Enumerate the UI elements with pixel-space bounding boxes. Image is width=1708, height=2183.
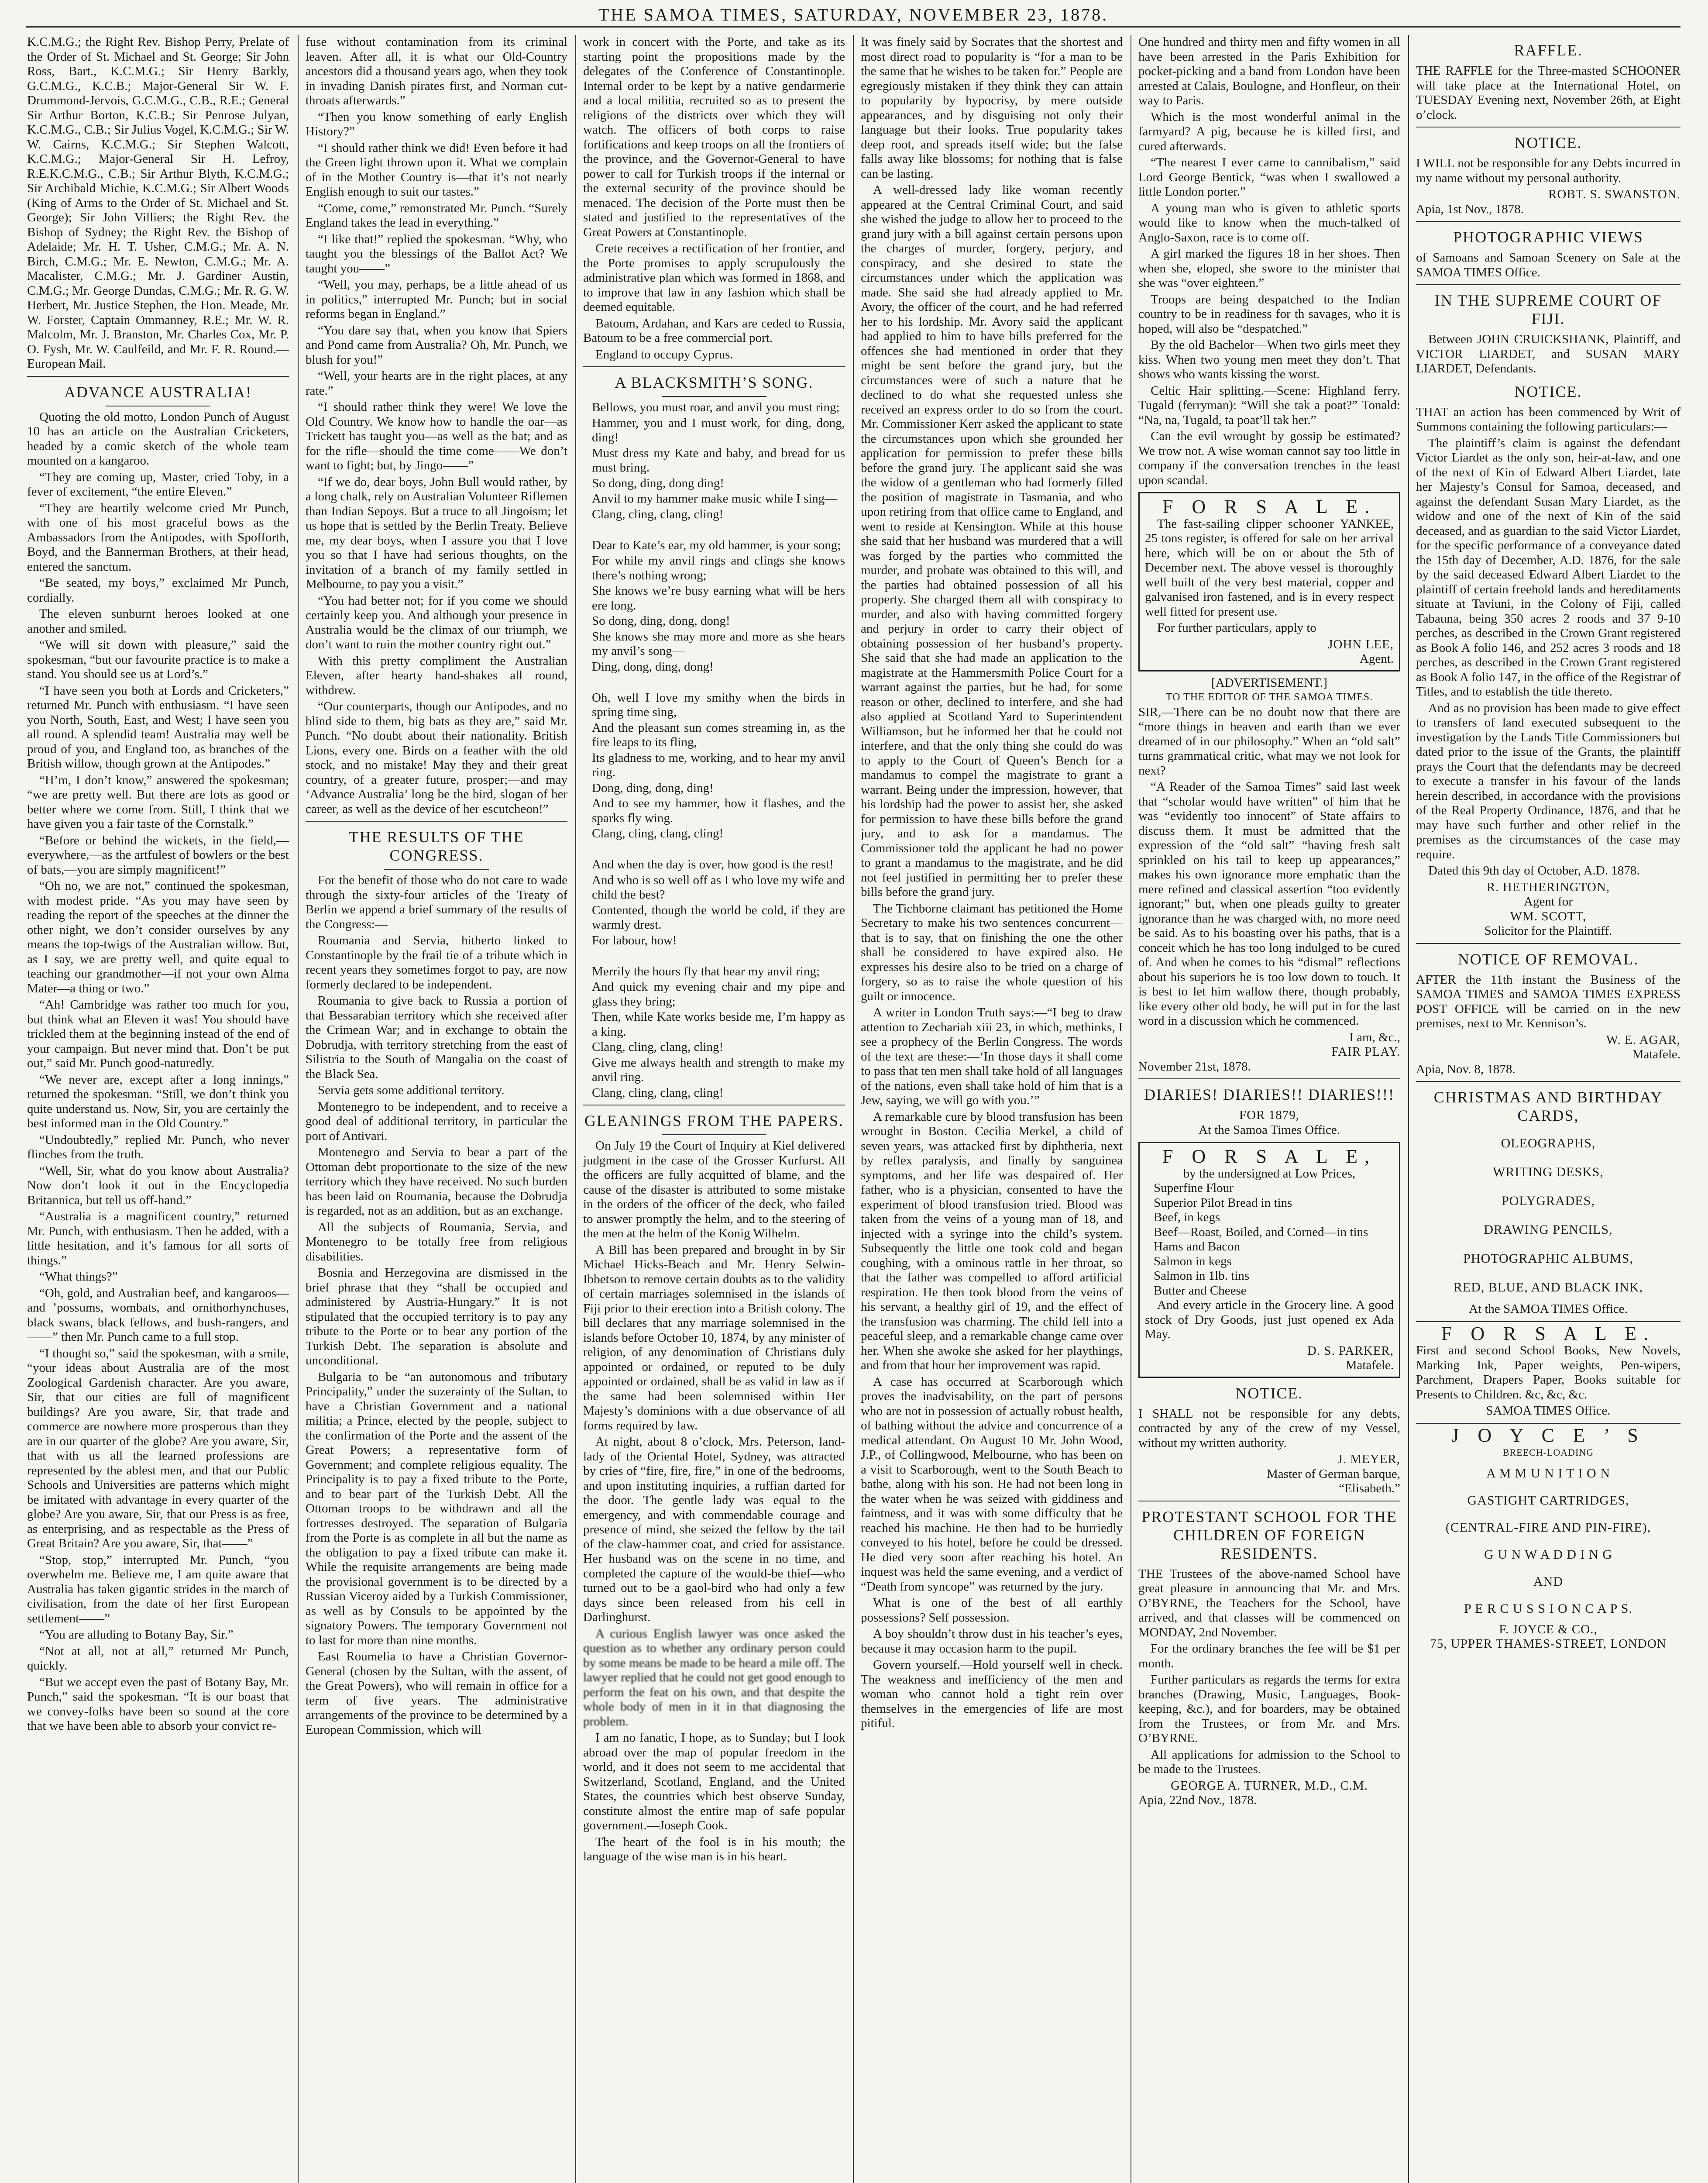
- column-6: [1416, 35, 1681, 2183]
- poem-line: Clang, cling, clang, cling!: [592, 1040, 724, 1054]
- poem-line: She knows she may more and more as she hears my anvil’s song—: [592, 629, 845, 658]
- poem-line: Dong, ding, dong, ding!: [592, 781, 714, 795]
- advert-label: [ADVERTISEMENT.]: [1211, 675, 1327, 690]
- paragraph: “If we do, dear boys, John Bull would rather, by a long chalk, rely on Australian Volunteer Riflemen than Indian Sepoys. But a truce to all Jingoism; let us hope that is settled by the Berlin Treaty. Believe me, my dear boys, when I assure you that I love you so that I have had serious thoughts, on the invitation of a branch of my family settled in Melbourne, to pay you a visit.”: [306, 475, 567, 591]
- paragraph: One hundred and thirty men and fifty women in all have been arrested in the Paris Exhibition for pocket-picking and a band from London have been arrested at Calais, Boulogne, and Honfleur, on their way to Paris.: [1138, 35, 1400, 107]
- paragraph: On July 19 the Court of Inquiry at Kiel delivered judgment in the case of the Grosser Kurfurst. All the officers are fully acquitted of blame, and the cause of the disaster is attributed to some mistake in the orders of the officer of the deck, who failed to answer promptly the helm, and to the steering of the men at the helm of the Konig Wilhelm.: [583, 1139, 845, 1240]
- advert-title: DIARIES! DIARIES!! DIARIES!!!: [1144, 1086, 1395, 1103]
- paragraph: What is one of the best of all earthly possessions? Self possession.: [861, 1596, 1123, 1625]
- paragraph: “Our counterparts, though our Antipodes, and no blind side to them, big bats as they are,” said Mr. Punch. “No doubt about their nationality. British Lions, every one. Birds on a feather with the old stock, and no mistake! May they and their great country, of a greater future, prosper;—and may ‘Advance Australia’ long be the bird, slogan of her career, as well as the device of her escutcheon!”: [306, 699, 567, 816]
- letter-body: “A Reader of the Samoa Times” said last week that “scholar would have written” of him that he was “evidently too innocent” of State affairs to discuss them. It must be admitted that the expression of the “old salt” “having fresh salt sprinkled on his tail to keep up appearances,” makes his own ignorance more emphatic than the mere refined and classical assertion “too evidently ignorant;” but, when one pleads guilty to greater ignorance than he was charged with, no more need be said. As to his boasting over his paths, that is a conceit which he has too long indulged to be cured of. And when he comes to his “dismal” reflections about his superiors he is too low down to touch. It is best to let him wallow there, though probably, like every other old body, he will put in for the last word in a discussion which he commenced.: [1138, 780, 1400, 1028]
- paragraph: “Come, come,” remonstrated Mr. Punch. “Surely England takes the lead in everything.”: [306, 201, 567, 230]
- poem-line: Bellows, you must roar, and anvil you must ring;: [592, 400, 840, 414]
- notice-ship: “Elisabeth.”: [1339, 1481, 1400, 1495]
- court-title: IN THE SUPREME COURT OF FIJI.: [1434, 292, 1662, 327]
- paragraph: All the subjects of Roumania, Servia, and Montenegro to be totally free from religious disabilities.: [306, 1220, 567, 1264]
- joyce-firm: F. JOYCE & CO.,: [1499, 1622, 1598, 1636]
- advert-title: F O R S A L E.: [1162, 496, 1377, 517]
- advert-text: And every article in the Grocery line. A good stock of Dry Goods, just just opened ex Ada May.: [1145, 1298, 1394, 1341]
- court-parties: Between JOHN CRUICKSHANK, Plaintiff, and VICTOR LIARDET, and SUSAN MARY LIARDET, Defendants.: [1416, 332, 1681, 375]
- letter-address: TO THE EDITOR OF THE SAMOA TIMES.: [1165, 692, 1373, 703]
- poem-line: So dong, ding, dong, dong!: [592, 614, 730, 628]
- joyce-item: A M M U N I T I O N: [1486, 1466, 1610, 1481]
- xmas-item: RED, BLUE, AND BLACK INK,: [1453, 1280, 1643, 1295]
- notice-title: NOTICE.: [1235, 1384, 1303, 1402]
- poem-line: And who is so well off as I who love my wife and child the best?: [592, 873, 845, 902]
- notice-sign: R. HETHERINGTON,: [1486, 880, 1610, 894]
- paragraph: “We never are, except after a long innings,” returned the spokesman. “Still, we don’t think you quite understand us. Now, Sir, you are certainly the best informed man in the Old Country.”: [27, 1072, 289, 1130]
- poem-line: For labour, how!: [592, 933, 677, 947]
- paragraph: K.C.M.G.; the Right Rev. Bishop Perry, Prelate of the Order of St. Michael and St. George; Sir John Ross, Bart., K.C.M.G.; Sir Henry Barkly, G.C.M.G., K.C.B.; Major-General Sir W. F. Drummond-Jervois, G.C.M.G., C.B., R.E.; General Sir Arthur Borton, K.C.B.; Sir Penrose Julyan, K.C.M.G., C.B.; Sir Julius Vogel, K.C.M.G.; Sir W. W. Cairns, K.C.M.G.; Sir Stephen Walcott, K.C.M.G.; Major-General Sir H. Lefroy, R.E.K.C.M.G., C.B.; Sir Arthur Blyth, K.C.M.G.; Sir Archibald Michie, K.C.M.G.; Sir Albert Woods (King of Arms to the Order of St. Michael and St. George); Sir John Villiers; the Right Rev. the Bishop of Sydney; the Right Rev. the Bishop of Adelaide; Mr. H. T. Usher, C.M.G.; Mr. A. N. Birch, C.M.G.; Mr. E. Newton, C.M.G.; Mr. A. Macalister, C.M.G.; Mr. J. Gardiner Austin, C.M.G.; Mr. George Dundas, C.M.G.; Mr. R. G. W. Herbert, Mr. Justice Stephen, the Hon. Meade, Mr. W. Forster, Captain Ommanney, R.E.; Mr. W. R. Malcolm, Mr. J. Branston, Mr. Charles Cox, Mr. P. O. Fysh, Mr. W. Caulfeild, and Mr. F. R. Round.—European Mail.: [27, 35, 289, 371]
- paragraph: “You are alluding to Botany Bay, Sir.”: [39, 1628, 234, 1642]
- paragraph: Bulgaria to be “an autonomous and tributary Principality,” under the suzerainty of the Sultan, to have a Christian Government and a national militia; a Prince, elected by the people, subject to the confirmation of the Porte and the assent of the Great Powers; a representative form of Government; and complete religious equality. The Principality is to pay a fixed tribute to the Porte, and to bear part of the Turkish Debt. All the Ottoman troops to be withdrawn and all the fortresses destroyed. The separation of Bulgaria from the Porte is as complete in all but the name as the obligation to pay a fixed tribute can make it. While the requisite arrangements are being made the provisional government is to be directed by a Russian Viceroy aided by a Turkish Commissioner, as well as by Consuls to be appointed by the signatory Powers. The temporary Government not to last for more than nine months.: [306, 1370, 567, 1647]
- poem-line: So dong, ding, dong ding!: [592, 476, 724, 490]
- poem-line: And to see my hammer, how it flashes, and the sparks fly wing.: [592, 796, 845, 825]
- notice-date: Dated this 9th day of October, A.D. 1878.: [1428, 864, 1640, 878]
- school-title: PROTESTANT SCHOOL FOR THE CHILDREN OF FOREIGN RESIDENTS.: [1141, 1508, 1397, 1562]
- paragraph: “I have seen you both at Lords and Cricketers,” returned Mr. Punch with enthusiasm. “I have seen you North, South, East, and West; I have seen you all round. A splendid team! Australia may well be proud of you, and England too, as branches of the British willow, though grown at the Antipodes.”: [27, 683, 289, 771]
- joyce-list: [1416, 1460, 1681, 1622]
- paragraph: East Roumelia to have a Christian Governor-General (chosen by the Sultan, with the assent, of the Great Powers), who will remain in office for a term of five years. The administrative arrangements of the province to be determined by a European Commission, which will: [306, 1649, 567, 1737]
- paragraph: England to occupy Cyprus.: [595, 347, 733, 362]
- paragraph: A girl marked the figures 18 in her shoes. Then when she, eloped, she swore to the minister that she was “over eighteen.”: [1138, 247, 1400, 290]
- poem-line: Clang, cling, clang, cling!: [592, 507, 724, 521]
- paragraph: “Well, you may, perhaps, be a little ahead of us in politics,” interrupted Mr. Punch; but in social reforms began in England.”: [306, 278, 567, 321]
- removal-place: Matafele.: [1632, 1047, 1681, 1061]
- paragraph: Quoting the old motto, London Punch of August 10 has an article on the Australian Cricketers, headed by a comic sketch of the whole team mounted on a kangaroo.: [27, 410, 289, 468]
- notice-body: I SHALL not be responsible for any debts, contracted by any of the crew of my Vessel, without my written authority.: [1138, 1406, 1400, 1450]
- letter-body: SIR,—There can be no doubt now that there are “more things in heaven and earth than we ever dreamed of in our philosophy.” When an “old salt” turns grammatical critic, what may we not look for next?: [1138, 705, 1400, 778]
- poem-line: Oh, well I love my smithy when the birds in spring time sing,: [592, 690, 845, 719]
- paragraph: “I like that!” replied the spokesman. “Why, who taught you the blessings of the Ballot Act? We taught you——”: [306, 232, 567, 275]
- poem: [583, 400, 845, 1100]
- grocery-item: Salmon in kegs: [1154, 1254, 1232, 1268]
- removal-title: NOTICE OF REMOVAL.: [1457, 950, 1639, 968]
- paragraph: Which is the most wonderful animal in the farmyard? A pig, because he is killed first, and cured afterwards.: [1138, 110, 1400, 153]
- paragraph: “We will sit down with pleasure,” said the spokesman, “but our favourite practice is to make a stand. You should see us at Lord’s.”: [27, 638, 289, 681]
- poem-line: [592, 842, 845, 857]
- paragraph: Can the evil wrought by gossip be estimated? We trow not. A wise woman cannot say too little in company if the conversation trenches in the least upon scandal.: [1138, 429, 1400, 487]
- paragraph: “Well, your hearts are in the right places, at any rate.”: [306, 369, 567, 398]
- column-4: [861, 35, 1123, 2183]
- advert-place: Matafele.: [1345, 1358, 1394, 1372]
- joyce-item: (CENTRAL-FIRE AND PIN-FIRE),: [1445, 1520, 1651, 1535]
- column-rule: [853, 35, 854, 2183]
- paragraph: “They are coming up, Master, cried Toby, in a fever of excitement, “the entire Eleven.”: [27, 470, 289, 499]
- letter-sign: I am, &c.,: [1349, 1030, 1400, 1044]
- paragraph: Celtic Hair splitting.—Scene: Highland ferry. Tugald (ferryman): “Will she tak a poat?” Tonald: “Na, na, Tugald, ta poat’ll tak her.”: [1138, 383, 1400, 427]
- paragraph: The heart of the fool is in his mouth; the language of the wise man is in his heart.: [583, 1835, 845, 1863]
- poem-line: Must dress my Kate and baby, and bread for us must bring.: [592, 446, 845, 475]
- xmas-item: WRITING DESKS,: [1493, 1165, 1604, 1179]
- joyce-address: 75, UPPER THAMES-STREET, LONDON: [1430, 1637, 1667, 1651]
- paragraph: “Stop, stop,” interrupted Mr. Punch, “you overwhelm me. Believe me, I am quite aware that Australia has taken gigantic strides in the march of civilisation, from the date of her first European settlement——”: [27, 1553, 289, 1625]
- paragraph: “Then you know something of early English History?”: [306, 110, 567, 138]
- advert-body: The fast-sailing clipper schooner YANKEE, 25 tons register, is offered for sale on her arrival here, which will be on or about the 5th of December next. The above vessel is thoroughly well built of the very best material, copper and galvanised iron fastened, and is in every respect well fitted for present use.: [1145, 516, 1394, 619]
- poem-line: Merrily the hours fly that hear my anvil ring;: [592, 964, 820, 978]
- advert-text: by the undersigned at Low Prices,: [1183, 1166, 1356, 1181]
- paragraph: It was finely said by Socrates that the shortest and most direct road to popularity is “for a man to be the same that he wishes to be taken for.” People are egregiously mistaken if they think they can attain to popularity by hypocrisy, by mere outside appearances, and by disguising not only their language but their looks. True popularity takes deep root, and spreads itself wide; but the false falls away like blossoms; for nothing that is false can be lasting.: [861, 35, 1123, 181]
- notice-body: THAT an action has been commenced by Writ of Summons containing the following particulars:—: [1416, 405, 1681, 434]
- paragraph: “The nearest I ever came to cannibalism,” said Lord George Bentick, “was when I swallowed a little London porter.”: [1138, 155, 1400, 199]
- paragraph: A well-dressed lady like woman recently appeared at the Central Criminal Court, and said she wished the judge to allow her to proceed to the grand jury with a bill against certain persons upon the charges of murder, forgery, perjury, and conspiracy, and she desired to state the circumstances under which the application was made. She said she had already applied to Mr. Avory, the officer of the court, and he had referred her to his lordship. Mr. Avory said the applicant had applied to him to have bills preferred for the offences she had mentioned in order that they might be sent before the grand jury, but the circumstances were of such a nature that he declined to do what she requested unless she received an express order to do so from the court. Mr. Commissioner Kerr asked the applicant to state the circumstances upon which she grounded her application for permission to prefer these bills before the grand jury. The applicant said she was the widow of a gentleman who had formerly filled the position of magistrate in Tasmania, and who upon retiring from that office came to England, and went to reside at Kensington. While at this house she said that her husband was murdered that a will was forged by the parties who committed the murder, and probate was obtained to this will, and the parties had obtained possession of all his property. She charged them all with conspiracy to murder, and also with having committed forgery and perjury in order to carry their object of obtaining possession of her husband’s property. She said that she had made an application to the magistrate at the Hammersmith Police Court for a warrant against the parties, but he had, for some reason or other, declined to interfere, and she had also applied at Scotland Yard to Superintendent Williamson, but he informed her that he could not interfere, and that the only thing she could do was to apply to the Court of Queen’s Bench for a mandamus to compel the magistrate to grant a warrant. Being under the impression, however, that his lordship had the power to assist her, she asked for permission to have these bills before the grand jury, and to ask for a mandamus. The Commissioner told the applicant he had no power to grant a mandamus to the magistrate, and he did not feel justified in permitting her to prefer these bills before the grand jury.: [861, 183, 1123, 899]
- paragraph: Bosnia and Herzegovina are dismissed in the brief phrase that they “shall be occupied and administered by Austria-Hungary.” It is not stipulated that the occupied territory is to pay any tribute to the Porte or to bear any portion of the Turkish Debt. The separation is absolute and unconditional.: [306, 1266, 567, 1367]
- paragraph: A young man who is given to athletic sports would like to know when the much-talked of Anglo-Saxon, race is to come off.: [1138, 201, 1400, 244]
- removal-date: Apia, Nov. 8, 1878.: [1416, 1062, 1516, 1076]
- advert-role: Agent.: [1359, 652, 1394, 666]
- advert-name: JOHN LEE,: [1328, 637, 1394, 651]
- forsale-body: First and second School Books, New Novels, Marking Ink, Paper weights, Pen-wipers, Parchment, Drapers Paper, Books suitable for Presents to Children. &c, &c, &c.: [1416, 1343, 1681, 1401]
- poem-line: Then, while Kate works beside me, I’m happy as a king.: [592, 1010, 845, 1039]
- paragraph: A remarkable cure by blood transfusion has been wrought in Boston. Cecilia Merkel, a child of seven years, was attacked first by diphtheria, next by reflex paralysis, and finally by sanguinea symptoms, and her life was despaired of. Her father, who is a physician, consented to have the experiment of blood transfusion tried. Blood was taken from the veins of a young man of 18, and injected with a syringe into the child’s system. Subsequently the little one took cold and began coughing, with a ominous rattle in her throat, so that the father was compelled to afford artificial respiration. He then took blood from the veins of his servant, a healthy girl of 19, and the effect of the transfusion was charming. The child fell into a peaceful sleep, and a remarkable change came over her. When she awoke she asked for her playthings, and from that hour her improvement was rapid.: [861, 1109, 1123, 1372]
- grocery-item: Butter and Cheese: [1154, 1283, 1247, 1298]
- school-body: Further particulars as regards the terms for extra branches (Drawing, Music, Languages, Book-keeping, &c.), and for boarders, may be obtained from the Trustees, or from Mr. and Mrs. O’BYRNE.: [1138, 1673, 1400, 1745]
- school-body: For the ordinary branches the fee will be $1 per month.: [1138, 1642, 1400, 1670]
- paragraph: Crete receives a rectification of her frontier, and the Porte promises to apply scrupulously the administrative plan which was formed in 1868, and to improve that law in any fashion which shall be deemed equitable.: [583, 241, 845, 314]
- photo-body: of Samoans and Samoan Scenery on Sale at the SAMOA TIMES Office.: [1416, 251, 1681, 279]
- paragraph: A curious English lawyer was once asked the question as to whether any ordinary person could by some means be made to be heard a mile off. The lawyer replied that he could not get good enough to perform the feat on his own, and that despite the whole body of men in it in that diagnosing the problem.: [583, 1626, 845, 1728]
- letter-date: November 21st, 1878.: [1138, 1059, 1251, 1074]
- paragraph: With this pretty compliment the Australian Eleven, after hearty hand-shakes all round, withdrew.: [306, 654, 567, 697]
- advert-body: For further particulars, apply to: [1157, 621, 1316, 635]
- column-5: [1138, 35, 1400, 2183]
- column-3: [583, 35, 845, 2183]
- joyce-item: GASTIGHT CARTRIDGES,: [1467, 1493, 1629, 1508]
- paragraph: Roumania to give back to Russia a portion of that Bessarabian territory which she received after the Crimean War; and in exchange to obtain the Dobrudja, with territory stretching from the east of Silistria to the South of Mangalia on the coast of the Black Sea.: [306, 994, 567, 1081]
- poem-line: Clang, cling, clang, cling!: [592, 826, 724, 840]
- paragraph: “You had better not; for if you come we should certainly keep you. And although your presence in Australia would be the climax of our triumph, we don’t want to ruin the mother country right out.”: [306, 593, 567, 651]
- poem-line: And the pleasant sun comes streaming in, as the fire leaps to its fling,: [592, 720, 845, 749]
- poem-line: And quick my evening chair and my pipe and glass they bring;: [592, 980, 845, 1009]
- joyce-title: J O Y C E ’ S: [1451, 1424, 1645, 1446]
- forsale-at: SAMOA TIMES Office.: [1486, 1404, 1611, 1418]
- xmas-item: OLEOGRAPHS,: [1501, 1136, 1596, 1150]
- paragraph: “Before or behind the wickets, in the field,—everywhere,—as the artfulest of bowlers or the best of bats,—you are simply magnificent!”: [27, 833, 289, 877]
- paragraph: fuse without contamination from its criminal leaven. After all, it is what our Old-Country ancestors did a thousand years ago, when they took in invading Danish pirates first, and Norman cut-throats afterwards.”: [306, 35, 567, 107]
- advert-text: At the Samoa Times Office.: [1198, 1122, 1340, 1137]
- column-rule: [298, 35, 299, 2183]
- poem-line: Give me always health and strength to make my anvil ring.: [592, 1055, 845, 1084]
- removal-body: AFTER the 11th instant the Business of the SAMOA TIMES and SAMOA TIMES EXPRESS POST OFFICE will be carried on in the new premises, next to Mr. Kennison’s.: [1416, 972, 1681, 1030]
- xmas-item: DRAWING PENCILS,: [1484, 1222, 1613, 1237]
- paragraph: “They are heartily welcome cried Mr Punch, with one of his most graceful bows as the Ambassadors from the Antipodes, with Spofforth, Boyd, and the Bannerman Brothers, at their head, entered the sanctum.: [27, 501, 289, 574]
- column-rule: [1408, 35, 1409, 2183]
- paragraph: A boy shouldn’t throw dust in his teacher’s eyes, because it may occasion harm to the pupil.: [861, 1627, 1123, 1656]
- paragraph: “I should rather think they were! We love the Old Country. We know how to handle the oar—as Trickett has taught you—as well as the bat; and as for the rifle—should the time come——We don’t want to fight; but, by Jingo——”: [306, 400, 567, 472]
- paragraph: Govern yourself.—Hold yourself well in check. The weakness and inefficiency of the men and woman who cannot hold a tight rein over themselves in the emergencies of life are most pitiful.: [861, 1658, 1123, 1730]
- grocery-item: Superior Pilot Bread in tins: [1154, 1195, 1292, 1210]
- paragraph: A case has occurred at Scarborough which proves the inadvisability, on the part of persons who are not in possession of actually robust health, of bathing without the advice and concurrence of a medical attendant. On August 10 Mr. John Wood, J.P., of Collingwood, Melbourne, who has been on a visit to Scarborough, went to the South Beach to bathe, along with his son. He had not been long in the water when he was seized with giddiness and faintness, and it was with some difficulty that he reached his machine. He then had to be hurriedly conveyed to his hotel, before he could be dressed. He died very soon after reaching his hotel. An inquest was held the same evening, and a verdict of “Death from syncope” was returned by the jury.: [861, 1374, 1123, 1594]
- poem-line: She knows we’re busy earning what will be hers ere long.: [592, 584, 845, 613]
- notice-title: NOTICE.: [1514, 382, 1582, 400]
- paragraph: By the old Bachelor—When two girls meet they kiss. When two young men meet they don’t. That shows who wants kissing the worst.: [1138, 338, 1400, 381]
- paragraph: Montenegro and Servia to bear a part of the Ottoman debt proportionate to the size of the new territory which they have received. No such burden has been laid on Roumania, because the Dobrudja is regarded, not as an addition, but as an exchange.: [306, 1145, 567, 1218]
- notice-sign: WM. SCOTT,: [1510, 909, 1587, 923]
- advert-for-sale-grocery: [1138, 1142, 1400, 1378]
- joyce-item: AND: [1533, 1574, 1563, 1589]
- poem-line: [592, 949, 845, 964]
- poem-line: For while my anvil rings and clings she knows there’s nothing wrong;: [592, 554, 845, 582]
- poem-line: [592, 523, 845, 537]
- poem-line: [592, 675, 845, 690]
- school-body: THE Trustees of the above-named School have great pleasure in announcing that Mr. and Mrs. O’BYRNE, the Teachers for the School, have arrived, and that classes will be commenced on MONDAY, 2nd November.: [1138, 1567, 1400, 1639]
- poem-heading: A BLACKSMITH’S SONG.: [615, 374, 814, 391]
- xmas-item: PHOTOGRAPHIC ALBUMS,: [1463, 1251, 1633, 1266]
- paragraph: “Oh, gold, and Australian beef, and kangaroos—and ’possums, wombats, and ornithorhynchuses, black swans, black fellows, and bush-rangers, and——” then Mr. Punch came to a full stop.: [27, 1286, 289, 1344]
- notice-sign: ROBT. S. SWANSTON.: [1548, 187, 1681, 201]
- poem-line: Hammer, you and I must work, for ding, dong, ding!: [592, 416, 845, 444]
- poem-line: And when the day is over, how good is the rest!: [592, 857, 834, 871]
- grocery-list: [1145, 1181, 1394, 1298]
- paragraph: work in concert with the Porte, and take as its starting point the propositions made by the delegates of the Conference of Constantinople. Internal order to be kept by a native gendarmerie and a local militia, recruited so as to present the religions of the districts over which they will watch. The officers of both corps to raise fortifications and keep troops on all the frontiers of the province, and the Governor-General to have power to call for Turkish troops if the internal or the external security of the province should be menaced. The decision of the Porte must then be stated and justified to the representatives of the Great Powers at Constantinople.: [583, 35, 845, 239]
- poem-line: Anvil to my hammer make music while I sing—: [592, 492, 838, 506]
- paragraph: “Undoubtedly,” replied Mr. Punch, who never flinches from the truth.: [27, 1133, 289, 1161]
- paragraph: Roumania and Servia, hitherto linked to Constantinople by the frail tie of a tribute which in recent years they sometimes forgot to pay, are now formerly declared to be independent.: [306, 933, 567, 992]
- column-2: [306, 35, 567, 2183]
- column-1: [27, 35, 289, 2183]
- column-rule: [575, 35, 576, 2183]
- paragraph: Montenegro to be independent, and to receive a good deal of additional territory, in particular the port of Antivari.: [306, 1099, 567, 1143]
- notice-body: I WILL not be responsible for any Debts incurred in my name without my personal authority.: [1416, 156, 1681, 185]
- paragraph: “Well, Sir, what do you know about Australia? Now don’t look it out in the Encyclopedia Britannica, but tell us off-hand.”: [27, 1164, 289, 1207]
- paragraph: “Australia is a magnificent country,” returned Mr. Punch, with enthusiasm. Then he added, with a little hesitation, and it’s famous for all sorts of things.”: [27, 1209, 289, 1267]
- paragraph: “I thought so,” said the spokesman, with a smile, “your ideas about Australia are of the most Zoological Gardenish character. Are you aware, Sir, that our cities are full of magnificent buildings? Are you aware, Sir, that trade and commerce are nowhere more prosperous than they are in our quarter of the globe? Are you aware, Sir, that with us all the learned professions are represented by the ablest men, and that our Public Schools and Universities are patterns which might be imitated with advantage in every quarter of the globe? Are you aware, Sir, that our Press is as free, as enterprising, and as respectable as the Press of Great Britain? Are you aware, Sir, that——”: [27, 1346, 289, 1550]
- notice-date: Apia, 1st Nov., 1878.: [1416, 202, 1524, 216]
- advert-title: F O R S A L E,: [1162, 1146, 1377, 1167]
- paragraph: Batoum, Ardahan, and Kars are ceded to Russia, Batoum to be a free commercial port.: [583, 316, 845, 345]
- letter-sign: FAIR PLAY.: [1331, 1045, 1400, 1059]
- grocery-item: Superfine Flour: [1154, 1181, 1234, 1195]
- xmas-item: POLYGRADES,: [1502, 1194, 1595, 1208]
- advert-name: D. S. PARKER,: [1307, 1343, 1394, 1358]
- article-heading: ADVANCE AUSTRALIA!: [64, 383, 252, 401]
- xmas-list: [1416, 1129, 1681, 1302]
- raffle-body: THE RAFFLE for the Three-masted SCHOONER will take place at the International Hotel, on TUESDAY Evening next, November 26th, at Eight o’clock.: [1416, 64, 1681, 122]
- notice-body: The plaintiff’s claim is against the defendant Victor Liardet as the only son, heir-at-law, and one of the next of Kin of Edward Albert Liardet, late her Majesty’s Consul for Samoa, deceased, and against the defendant Susan Mary Liardet, as the widow and one of the next of Kin of the said deceased, and as guardian to the said Victor Liardet, for the specific performance of a conveyance dated the 15th day of December, A.D. 1876, for the sale by the said deceased Edward Albert Liardet to the plaintiff of certain freehold lands and hereditaments situate at Taviuni, in the Colony of Fiji, called Tabauna, being 350 acres 2 roods and 37 9-10 perches, as described in the Crown Grant registered as Book A folio 146, and 252 acres 3 roods and 18 perches, as described in the Crown Grant registered as Book A folio 147, in the office of the Registrar of Titles, and to establish the title thereto.: [1416, 436, 1681, 699]
- paragraph: The Tichborne claimant has petitioned the Home Secretary to make his two sentences concurrent—that is to say, that on finishing the one the other shall be considered to have expired also. He expresses his desire also to be tried on a charge of forgery, so as to raise the whole question of his guilt or innocence.: [861, 901, 1123, 1003]
- paragraph: I am no fanatic, I hope, as to Sunday; but I look abroad over the map of popular freedom in the world, and it does not seem to me accidental that Switzerland, Scotland, England, and the United States, the countries which best observe Sunday, constitute almost the entire map of safe popular government.—Joseph Cook.: [583, 1731, 845, 1832]
- paragraph: “Ah! Cambridge was rather too much for you, but think what an Eleven it was! You should have trickled them at the beginning instead of the end of your campaign. But never mind that. Don’t be put out,” said Mr. Punch good-naturedly.: [27, 998, 289, 1070]
- poem-line: Contented, though the world be cold, if they are warmly drest.: [592, 903, 845, 932]
- notice-role: Master of German barque,: [1267, 1467, 1400, 1481]
- paragraph: “But we accept even the past of Botany Bay, Mr. Punch,” said the spokesman. “It is our boast that we convey-folks have been so sound at the core that we have been able to absorb your convict re-: [27, 1675, 289, 1733]
- article-heading: GLEANINGS FROM THE PAPERS.: [584, 1112, 844, 1129]
- paragraph: “H’m, I don’t know,” answered the spokesman; “we are pretty well. But there are lots as good or better where we come from. Still, I think that we have given you a fair taste of the Cornstalk.”: [27, 773, 289, 831]
- advert-for-sale-schooner: [1138, 492, 1400, 671]
- grocery-item: Beef—Roast, Boiled, and Corned—in tins: [1154, 1225, 1368, 1239]
- joyce-item: P E R C U S S I O N C A P S.: [1464, 1601, 1632, 1616]
- paragraph: “What things?”: [39, 1270, 118, 1284]
- grocery-item: Salmon in 1lb. tins: [1154, 1269, 1250, 1283]
- notice-title: NOTICE.: [1514, 134, 1582, 152]
- notice-sign: Solicitor for the Plaintiff.: [1484, 924, 1612, 938]
- paragraph: At night, about 8 o’clock, Mrs. Peterson, land-lady of the Oriental Hotel, Sydney, was attracted by cries of “fire, fire, fire,” in one of the bedrooms, and upon instituting inquiries, a ruffian darted for the door. The gentle lady was equal to the emergency, and with commendable courage and presence of mind, she seized the fellow by the tail of the claw-hammer coat, and cried for assistance. Her husband was on the scene in no time, and completed the capture of the would-be thief—who turned out to be a gaol-bird who had only a few days since been released from his cell in Darlinghurst.: [583, 1435, 845, 1624]
- paragraph: The eleven sunburnt heroes looked at one another and smiled.: [27, 607, 289, 636]
- poem-line: Ding, dong, ding, dong!: [592, 659, 714, 674]
- notice-name: J. MEYER,: [1337, 1452, 1400, 1466]
- joyce-item: G U N W A D D I N G: [1484, 1547, 1612, 1562]
- removal-name: W. E. AGAR,: [1606, 1033, 1681, 1047]
- paragraph: “I should rather think we did! Even before it had the Green light thrown upon it. What we complain of in the Mother Country is—that it’s not nearly English enough to suit our tastes.”: [306, 141, 567, 199]
- paragraph: Troops are being despatched to the Indian country to be in readiness for th savages, who it is hoped, will also be “despatched.”: [1138, 292, 1400, 336]
- school-body: All applications for admission to the School to be made to the Trustees.: [1138, 1747, 1400, 1776]
- paragraph: “You dare say that, when you know that Spiers and Pond came from Australia? Oh, Mr. Punch, we blush for you!”: [306, 323, 567, 367]
- xmas-at: At the SAMOA TIMES Office.: [1469, 1302, 1628, 1316]
- paragraph: A writer in London Truth says:—“I beg to draw attention to Zechariah xiii 23, in which, methinks, I see a prophecy of the Berlin Congress. The words of the text are these:—‘In those days it shall come to pass that ten men shall take hold of all languages of the nations, even shall take hold of him that is a Jew, saying, we will go with you.’”: [861, 1005, 1123, 1107]
- notice-sign: Agent for: [1524, 895, 1573, 909]
- school-sign: GEORGE A. TURNER, M.D., C.M.: [1170, 1778, 1368, 1793]
- joyce-sub: BREECH-LOADING: [1502, 1447, 1594, 1458]
- poem-line: Its gladness to me, working, and to hear my anvil ring.: [592, 751, 845, 779]
- school-date: Apia, 22nd Nov., 1878.: [1138, 1793, 1257, 1807]
- grocery-item: Hams and Bacon: [1154, 1240, 1241, 1253]
- photo-title: PHOTOGRAPHIC VIEWS: [1453, 228, 1643, 246]
- grocery-item: Beef, in kegs: [1154, 1210, 1220, 1224]
- paragraph: “Not at all, not at all,” returned Mr Punch, quickly.: [27, 1644, 289, 1673]
- notice-body: And as no provision has been made to give effect to transfers of land executed subsequent to the investigation by the Lands Title Commissioners but dated prior to the issue of the Grants, the plaintiff prays the Court that the defendants may be decreed to execute a transfer in his favour of the lands herein described, in accordance with the provisions of the Real Property Ordinance, 1876, and that he may have such further and other relief in the premises as the circumstances of the case may require.: [1416, 701, 1681, 861]
- paragraph: For the benefit of those who do not care to wade through the sixty-four articles of the Treaty of Berlin we append a brief summary of the results of the Congress:—: [306, 873, 567, 931]
- paragraph: “Oh no, we are not,” continued the spokesman, with modest pride. “As you may have seen by reading the report of the speeches at the dinner the other night, we don’t consider ourselves by any means the top-twigs of the Australian willow. But, as I say, we are pretty well, and quite equal to teaching our grandmother—if not your own Alma Mater—a thing or two.”: [27, 879, 289, 995]
- forsale-title: F O R S A L E.: [1441, 1322, 1656, 1344]
- poem-line: Dear to Kate’s ear, my old hammer, is your song;: [592, 538, 841, 552]
- xmas-title: CHRISTMAS AND BIRTHDAY CARDS,: [1433, 1088, 1663, 1124]
- paragraph: Servia gets some additional territory.: [318, 1083, 505, 1097]
- masthead: THE SAMOA TIMES, SATURDAY, NOVEMBER 23, 1878.: [26, 3, 1681, 28]
- poem-line: Clang, cling, clang, cling!: [592, 1085, 724, 1100]
- article-heading: THE RESULTS OF THE CONGRESS.: [349, 828, 524, 864]
- paragraph: A Bill has been prepared and brought in by Sir Michael Hicks-Beach and Mr. Henry Selwin-Ibbetson to remove certain doubts as to the validity of certain marriages solemnised in the islands of Fiji prior to their erection into a British colony. The bill declares that any marriage solemnised in the islands before October 10, 1874, by any minister of religion, of any denomination of Christians duly appointed or ordained, or reputed to be duly appointed or ordained, shall be as valid in law as if the same had been solemnised within Her Majesty’s dominions with a due observance of all forms required by law.: [583, 1243, 845, 1432]
- raffle-title: RAFFLE.: [1514, 41, 1583, 59]
- paragraph: “Be seated, my boys,” exclaimed Mr Punch, cordially.: [27, 576, 289, 605]
- advert-text: FOR 1879,: [1239, 1108, 1299, 1122]
